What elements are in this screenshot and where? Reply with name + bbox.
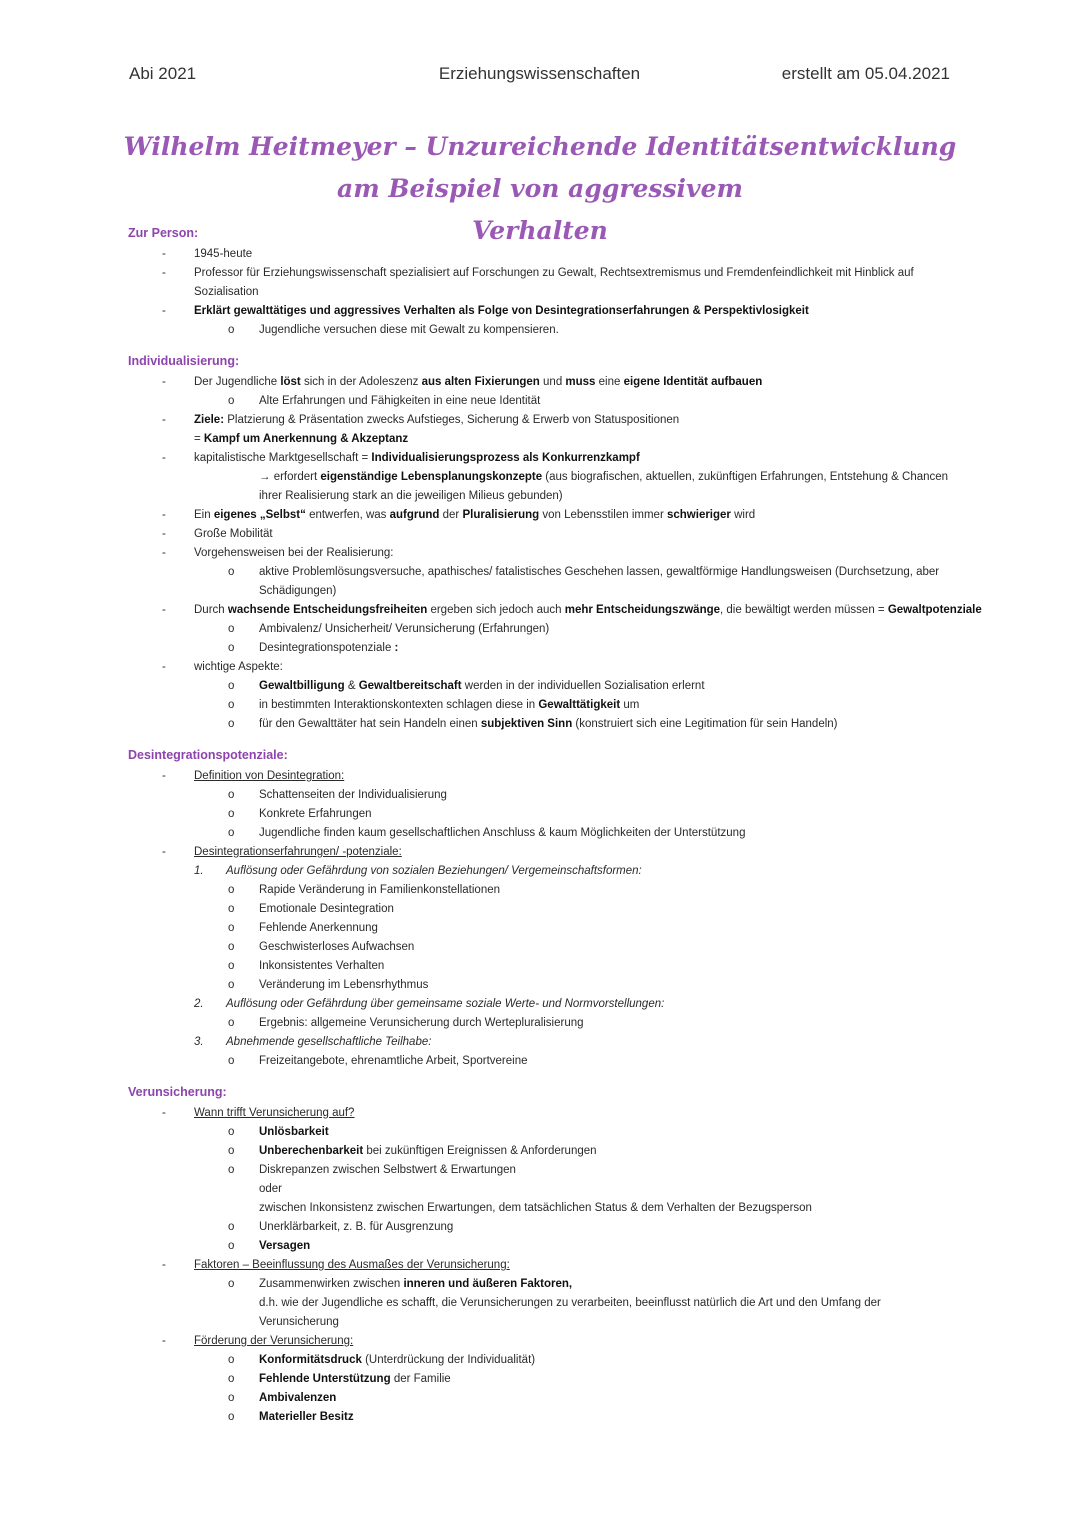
circle-marker: o	[228, 395, 235, 407]
circle-marker: o	[228, 884, 235, 896]
list-item: - Faktoren – Beeinflussung des Ausmaßes der Verunsicherung:	[0, 1256, 1080, 1275]
header-left: Abi 2021	[129, 64, 197, 83]
list-item: - Vorgehensweisen bei der Realisierung:	[0, 544, 1080, 563]
circle-marker: o	[228, 960, 235, 972]
sub-list-item: o Geschwisterloses Aufwachsen	[0, 938, 1080, 957]
sub-list-item: o Schattenseiten der Individualisierung	[0, 786, 1080, 805]
document-body	[0, 226, 1080, 1427]
dash-marker: -	[162, 1335, 166, 1347]
numbered-item: 3. Abnehmende gesellschaftliche Teilhabe:	[194, 1036, 432, 1048]
list-item: - Durch wachsende Entscheidungsfreiheiten ergeben sich jedoch auch mehr Entscheidungszwänge, die bewältigt werden müssen = Gewaltpotenziale	[0, 601, 1080, 620]
numbered-item: 2. Auflösung oder Gefährdung über gemeinsame soziale Werte- und Normvorstellungen:	[194, 998, 665, 1010]
list-item: - Der Jugendliche löst sich in der Adoleszenz aus alten Fixierungen und muss eine eigene Identität aufbauen	[0, 373, 1080, 392]
circle-marker: o	[228, 566, 235, 578]
list-item-continuation: = Kampf um Anerkennung & Akzeptanz	[194, 433, 409, 445]
title-line-2: Verhalten	[472, 216, 608, 245]
dash-marker: -	[162, 1259, 166, 1271]
list-item: - Große Mobilität	[0, 525, 1080, 544]
section-heading-desintegration: Desintegrationspotenziale:	[128, 748, 288, 762]
list-item-continuation: ihrer Realisierung stark an die jeweiligen Milieus gebunden)	[259, 490, 563, 502]
dash-marker: -	[162, 267, 166, 279]
page-header	[129, 64, 950, 90]
sub-list-item: o Unerklärbarkeit, z. B. für Ausgrenzung	[0, 1218, 1080, 1237]
list-item: - Ein eigenes „Selbst“ entwerfen, was aufgrund der Pluralisierung von Lebensstilen immer schwieriger wird	[0, 506, 1080, 525]
sub-list-item: o Desintegrationspotenziale :	[0, 639, 1080, 658]
section-heading-individualisierung: Individualisierung:	[128, 354, 240, 368]
list-item: - Ziele: Platzierung & Präsentation zwecks Aufstieges, Sicherung & Erwerb von Statuspositionen	[0, 411, 1080, 430]
circle-marker: o	[228, 1392, 235, 1404]
sub-list-item: o Gewaltbilligung & Gewaltbereitschaft werden in der individuellen Sozialisation erlernt	[0, 677, 1080, 696]
sub-list-item: o Ergebnis: allgemeine Verunsicherung durch Wertepluralisierung	[0, 1014, 1080, 1033]
sub-list-item: o Versagen	[0, 1237, 1080, 1256]
list-item: - kapitalistische Marktgesellschaft = Individualisierungsprozess als Konkurrenzkampf	[0, 449, 1080, 468]
header-right: erstellt am 05.04.2021	[781, 64, 950, 83]
circle-marker: o	[228, 1017, 235, 1029]
dash-marker: -	[162, 248, 166, 260]
section-heading-person: Zur Person:	[128, 226, 199, 240]
sub-list-item: o Konkrete Erfahrungen	[0, 805, 1080, 824]
list-item: - 1945-heute	[0, 245, 1080, 264]
list-item: - Desintegrationserfahrungen/ -potenziale:	[0, 843, 1080, 862]
list-item: - wichtige Aspekte:	[0, 658, 1080, 677]
dash-marker: -	[162, 661, 166, 673]
sub-list-item: o Unlösbarkeit	[0, 1123, 1080, 1142]
sub-list-item: o für den Gewalttäter hat sein Handeln einen subjektiven Sinn (konstruiert sich eine Legitimation für sein Handeln)	[0, 715, 1080, 734]
sub-list-item: o Jugendliche finden kaum gesellschaftlichen Anschluss & kaum Möglichkeiten der Unterstützung	[0, 824, 1080, 843]
sub-list-item: o Emotionale Desintegration	[0, 900, 1080, 919]
circle-marker: o	[228, 623, 235, 635]
dash-marker: -	[162, 528, 166, 540]
sub-list-item: o Fehlende Anerkennung	[0, 919, 1080, 938]
sub-list-item: o Freizeitangebote, ehrenamtliche Arbeit, Sportvereine	[0, 1052, 1080, 1071]
sub-list-item: o Veränderung im Lebensrhythmus	[0, 976, 1080, 995]
list-item: - Förderung der Verunsicherung:	[0, 1332, 1080, 1351]
sub-list-item: o Jugendliche versuchen diese mit Gewalt zu kompensieren.	[0, 321, 1080, 340]
circle-marker: o	[228, 699, 235, 711]
circle-marker: o	[228, 324, 235, 336]
sub-list-item: o Diskrepanzen zwischen Selbstwert & Erwartungen	[0, 1161, 1080, 1180]
sub-list-item: o Materieller Besitz	[0, 1408, 1080, 1427]
sub-list-item: o Ambivalenzen	[0, 1389, 1080, 1408]
sub-list-item: o Unberechenbarkeit bei zukünftigen Ereignissen & Anforderungen	[0, 1142, 1080, 1161]
circle-marker: o	[228, 922, 235, 934]
dash-marker: -	[162, 1107, 166, 1119]
sub-list-item: o Fehlende Unterstützung der Familie	[0, 1370, 1080, 1389]
sub-list-item: o Alte Erfahrungen und Fähigkeiten in eine neue Identität	[0, 392, 1080, 411]
sub-list-item: o Konformitätsdruck (Unterdrückung der Individualität)	[0, 1351, 1080, 1370]
dash-marker: -	[162, 547, 166, 559]
numbered-item: 1. Auflösung oder Gefährdung von sozialen Beziehungen/ Vergemeinschaftsformen:	[194, 865, 642, 877]
list-item-continuation: → erfordert eigenständige Lebensplanungskonzepte (aus biografischen, aktuellen, zukünftigen Erfahrungen, Entstehung & Chancen	[259, 471, 949, 483]
dash-marker: -	[162, 846, 166, 858]
circle-marker: o	[228, 1411, 235, 1423]
list-item: - Definition von Desintegration:	[0, 767, 1080, 786]
sub-list-item: o Zusammenwirken zwischen inneren und äußeren Faktoren,	[0, 1275, 1080, 1294]
circle-marker: o	[228, 1164, 235, 1176]
sub-list-item-continuation: zwischen Inkonsistenz zwischen Erwartungen, dem tatsächlichen Status & dem Verhalten der Bezugsperson	[259, 1202, 812, 1214]
list-item: - Professor für Erziehungswissenschaft spezialisiert auf Forschungen zu Gewalt, Rechtsextremismus und Fremdenfeindlichkeit mit Hinblick auf	[0, 264, 1080, 283]
circle-marker: o	[228, 827, 235, 839]
sub-list-item-continuation: oder	[259, 1183, 283, 1195]
list-item: - Wann trifft Verunsicherung auf?	[0, 1104, 1080, 1123]
list-item: - Erklärt gewalttätiges und aggressives Verhalten als Folge von Desintegrationserfahrungen & Perspektivlosigkeit	[0, 302, 1080, 321]
dash-marker: -	[162, 376, 166, 388]
circle-marker: o	[228, 1278, 235, 1290]
list-item-continuation: Sozialisation	[194, 286, 259, 298]
sub-list-item-continuation: Schädigungen)	[259, 585, 337, 597]
circle-marker: o	[228, 789, 235, 801]
circle-marker: o	[228, 1221, 235, 1233]
dash-marker: -	[162, 452, 166, 464]
title-line-1: Wilhelm Heitmeyer – Unzureichende Identitätsentwicklung am Beispiel von aggressivem	[123, 132, 957, 203]
sub-list-item-continuation: Verunsicherung	[259, 1316, 339, 1328]
sub-list-item: o Rapide Veränderung in Familienkonstellationen	[0, 881, 1080, 900]
circle-marker: o	[228, 1145, 235, 1157]
circle-marker: o	[228, 808, 235, 820]
circle-marker: o	[228, 1240, 235, 1252]
header-center: Erziehungswissenschaften	[438, 64, 641, 83]
circle-marker: o	[228, 903, 235, 915]
sub-list-item: o in bestimmten Interaktionskontexten schlagen diese in Gewalttätigkeit um	[0, 696, 1080, 715]
circle-marker: o	[228, 642, 235, 654]
sub-list-item-continuation: d.h. wie der Jugendliche es schafft, die Verunsicherungen zu verarbeiten, beeinflusst natürlich die Art und den Umfang der	[259, 1297, 881, 1309]
circle-marker: o	[228, 680, 235, 692]
dash-marker: -	[162, 770, 166, 782]
dash-marker: -	[162, 509, 166, 521]
sub-list-item: o Ambivalenz/ Unsicherheit/ Verunsicherung (Erfahrungen)	[0, 620, 1080, 639]
sub-list-item: o Inkonsistentes Verhalten	[0, 957, 1080, 976]
circle-marker: o	[228, 1354, 235, 1366]
circle-marker: o	[228, 941, 235, 953]
dash-marker: -	[162, 305, 166, 317]
sub-list-item: o aktive Problemlösungsversuche, apathisches/ fatalistisches Geschehen lassen, gewaltförmige Handlungsweisen (Durchsetzung, aber	[0, 563, 1080, 582]
circle-marker: o	[228, 1126, 235, 1138]
section-heading-verunsicherung: Verunsicherung:	[128, 1085, 227, 1099]
circle-marker: o	[228, 979, 235, 991]
dash-marker: -	[162, 604, 166, 616]
circle-marker: o	[228, 718, 235, 730]
circle-marker: o	[228, 1055, 235, 1067]
circle-marker: o	[228, 1373, 235, 1385]
dash-marker: -	[162, 414, 166, 426]
